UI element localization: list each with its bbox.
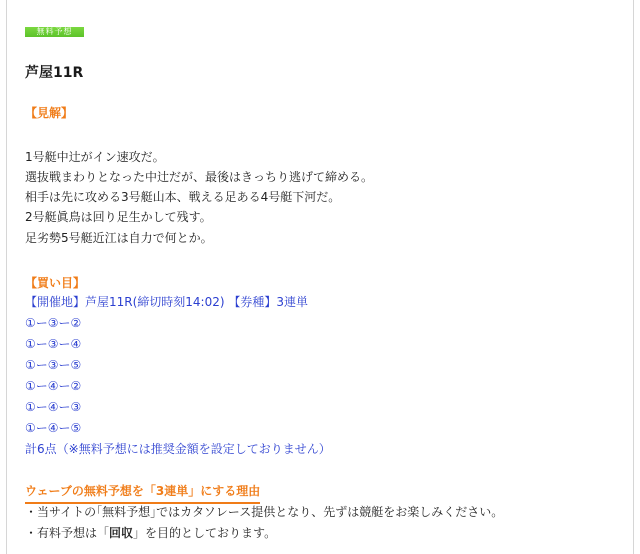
race-title: 芦屋11R xyxy=(25,65,84,81)
pick-combo: ①ー④ー⑤ xyxy=(25,421,82,435)
pick-combo: ①ー④ー③ xyxy=(25,400,82,414)
pick-combo: ①ー③ー② xyxy=(25,316,82,330)
opinion-line-4: 2号艇眞鳥は回り足生かして残す。 xyxy=(25,210,212,224)
pick-combo: ①ー③ー⑤ xyxy=(25,358,82,372)
reason-heading: ウェーブの無料予想を「3連単」にする理由 xyxy=(25,482,260,504)
reason-line-2-suffix: 」を目的としております。 xyxy=(133,526,277,540)
picks-total: 計6点（※無料予想には推奨金額を設定しておりません） xyxy=(25,442,331,456)
opinion-line-5: 足劣勢5号艇近江は自力で何とか。 xyxy=(25,231,213,245)
reason-line-2-prefix: ・有料予想は「 xyxy=(25,526,110,540)
reason-line-1: ・当サイトの｢無料予想｣ではカタソレース提供となり、先ずは競艇をお楽しみください。 xyxy=(25,505,504,519)
reason-line-2 xyxy=(25,526,276,540)
content-frame xyxy=(6,0,634,554)
opinion-line-2: 選抜戦まわりとなった中辻だが、最後はきっちり逃げて締める。 xyxy=(25,170,374,184)
free-prediction-badge: 無料予想 xyxy=(25,27,84,37)
pick-combo: ①ー③ー④ xyxy=(25,337,82,351)
opinion-line-1: 1号艇中辻がイン速攻だ。 xyxy=(25,150,165,164)
reason-line-2-bold: 回収 xyxy=(109,526,134,540)
opinion-heading: 【見解】 xyxy=(25,106,74,120)
picks-info: 【開催地】芦屋11R(締切時刻14:02) 【券種】3連単 xyxy=(25,295,309,309)
picks-heading: 【買い目】 xyxy=(25,276,86,290)
pick-combo: ①ー④ー② xyxy=(25,379,82,393)
opinion-line-3: 相手は先に攻める3号艇山本、戦える足ある4号艇下河だ。 xyxy=(25,190,341,204)
